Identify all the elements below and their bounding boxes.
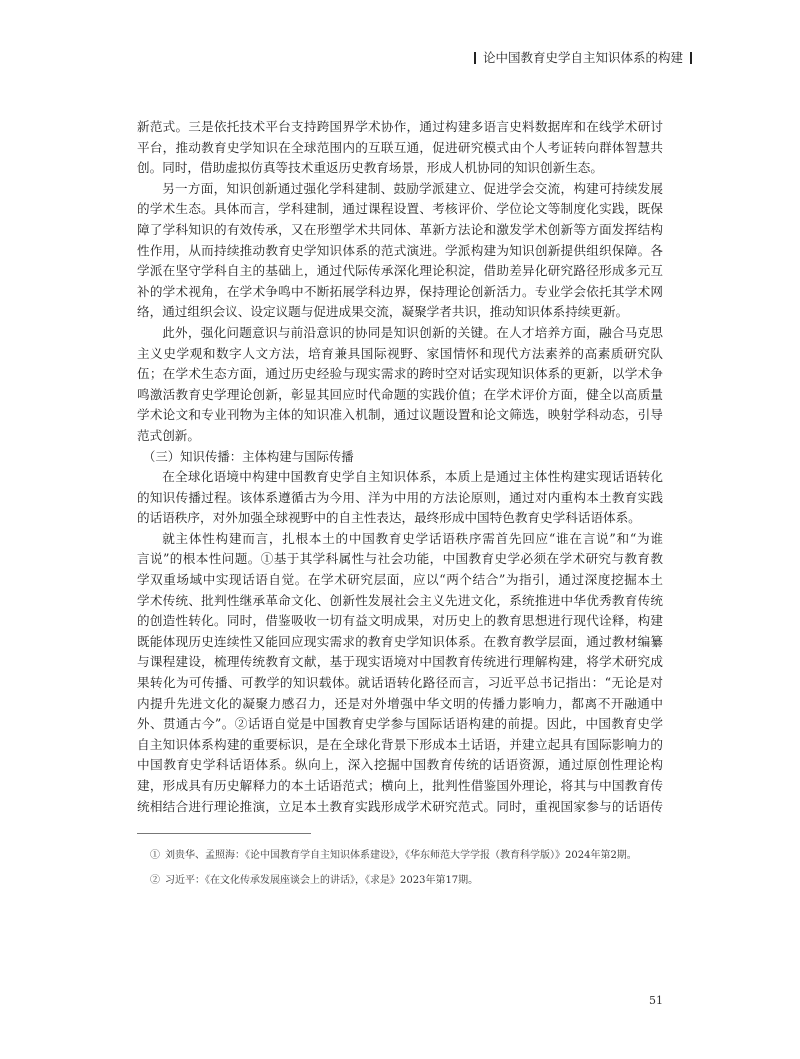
text-line: 就主体性构建而言，扎根本土的中国教育史学话语秩序需首先回应“谁在言说”和“为谁 — [162, 530, 663, 546]
footnote-marker: ① — [150, 850, 160, 861]
footnote-separator — [137, 833, 311, 834]
paragraph — [137, 467, 663, 529]
footnote-text: 习近平：《在文化传承发展座谈会上的讲话》，《求是》2023年第17期。 — [165, 875, 479, 886]
footnote — [150, 843, 663, 868]
text-line: 的学术生态。具体而言，学科建制，通过课程设置、考核评价、学位论文等制度化实践，既保 — [137, 201, 663, 217]
text-line: 统相结合进行理论推演，立足本土教育实践形成学术研究范式。同时，重视国家参与的话语传 — [137, 798, 663, 814]
paragraph — [137, 179, 663, 323]
footnote — [150, 868, 663, 893]
paragraph — [137, 117, 663, 179]
text-line: 新范式。三是依托技术平台支持跨国界学术协作，通过构建多语言史料数据库和在线学术研讨 — [137, 119, 663, 134]
page-number: 51 — [649, 994, 663, 1007]
header-bar-right — [690, 52, 692, 64]
text-line: 学双重场域中实现话语自觉。在学术研究层面，应以“两个结合”为指引，通过深度挖掘本土 — [137, 572, 663, 588]
text-line: 主义史学观和数字人文方法，培育兼具国际视野、家国情怀和现代方法素养的高素质研究队 — [137, 345, 663, 361]
text-line: 中国教育史学科话语体系。纵向上，深入挖掘中国教育传统的话语资源，通过原创性理论构 — [137, 757, 663, 773]
text-line: 外、贯通古今”。②话语自觉是中国教育史学参与国际话语构建的前提。因此，中国教育史学 — [137, 716, 663, 732]
text-line: 言说”的根本性问题。①基于其学科属性与社会功能，中国教育史学必须在学术研究与教育教 — [137, 551, 663, 567]
text-line: 障了学科知识的有效传承，又在形塑学术共同体、革新方法论和激发学术创新等方面发挥结构 — [137, 221, 663, 237]
paragraph — [137, 529, 663, 817]
text-line: 范式创新。 — [137, 427, 200, 443]
text-line: 性作用，从而持续推动教育史学知识体系的范式演进。学派构建为知识创新提供组织保障。各 — [137, 242, 663, 258]
footnotes — [150, 843, 663, 893]
text-line: 另一方面，知识创新通过强化学科建制、鼓励学派建立、促进学会交流，构建可持续发展 — [162, 180, 663, 196]
text-line: 在全球化语境中构建中国教育史学自主知识体系，本质上是通过主体性构建实现话语转化 — [162, 469, 663, 485]
running-header — [474, 50, 692, 66]
text-line: 创。同时，借助虚拟仿真等技术重返历史教育场景，形成人机协同的知识创新生态。 — [137, 160, 603, 176]
paragraph — [137, 323, 663, 447]
article-body — [137, 117, 663, 817]
text-line: 学术传统、批判性继承革命文化、创新性发展社会主义先进文化，系统推进中华优秀教育传统 — [137, 592, 663, 608]
text-line: 与课程建设，梳理传统教育文献，基于现实语境对中国教育传统进行理解构建，将学术研究成 — [137, 654, 663, 670]
text-line: 的话语秩序，对外加强全球视野中的自主性表达，最终形成中国特色教育史学科话语体系。 — [137, 510, 641, 526]
text-line: 内提升先进文化的凝聚力感召力，还是对外增强中华文明的传播力影响力，都离不开融通中 — [137, 695, 663, 711]
text-line: 学派在坚守学科自主的基础上，通过代际传承深化理论积淀，借助差异化研究路径形成多元互 — [137, 263, 663, 279]
header-bar-left — [474, 52, 476, 64]
running-header-title: 论中国教育史学自主知识体系的构建 — [482, 50, 683, 65]
text-line: 自主知识体系构建的重要标识，是在全球化背景下形成本土话语，并建立起具有国际影响力的 — [137, 736, 663, 752]
text-line: 平台，推动教育史学知识在全球范围内的互联互通，促进研究模式由个人考证转向群体智慧共 — [137, 139, 663, 155]
text-line: 此外，强化问题意识与前沿意识的协同是知识创新的关键。在人才培养方面，融合马克思 — [162, 324, 663, 340]
text-line: 学术论文和专业刊物为主体的知识准入机制，通过议题设置和论文筛选，映射学科动态，引导 — [137, 407, 663, 423]
footnote-marker: ② — [150, 875, 160, 886]
text-line: 的知识传播过程。该体系遵循古为今用、洋为中用的方法论原则，通过对内重构本土教育实践 — [137, 489, 663, 505]
text-line: 络，通过组织会议、设定议题与促进成果交流，凝聚学者共识，推动知识体系持续更新。 — [137, 304, 629, 320]
text-line: 果转化为可传播、可教学的知识载体。就话语转化路径而言，习近平总书记指出：“无论是对 — [137, 675, 663, 691]
text-line: 既能体现历史连续性又能回应现实需求的教育史学知识体系。在教育教学层面，通过教材编纂 — [137, 633, 663, 649]
text-line: 的创造性转化。同时，借鉴吸收一切有益文明成果，对历史上的教育思想进行现代诠释，构建 — [137, 613, 663, 629]
text-line: 补的学术视角，在学术争鸣中不断拓展学科边界，保持理论创新活力。专业学会依托其学术网 — [137, 283, 663, 299]
text-line: 伍；在学术生态方面，通过历史经验与现实需求的跨时空对话实现知识体系的更新，以学术争 — [137, 366, 663, 382]
footnote-text: 刘贵华、孟照海：《论中国教育学自主知识体系建设》，《华东师范大学学报（教育科学版）》2024年第2期。 — [165, 850, 637, 861]
text-line: 鸣激活教育史学理论创新，彰显其回应时代命题的实践价值；在学术评价方面，健全以高质量 — [137, 386, 663, 402]
text-line: 建，形成具有历史解释力的本土话语范式；横向上，批判性借鉴国外理论，将其与中国教育传 — [137, 778, 663, 793]
section-heading: （三）知识传播：主体构建与国际传播 — [143, 448, 354, 464]
